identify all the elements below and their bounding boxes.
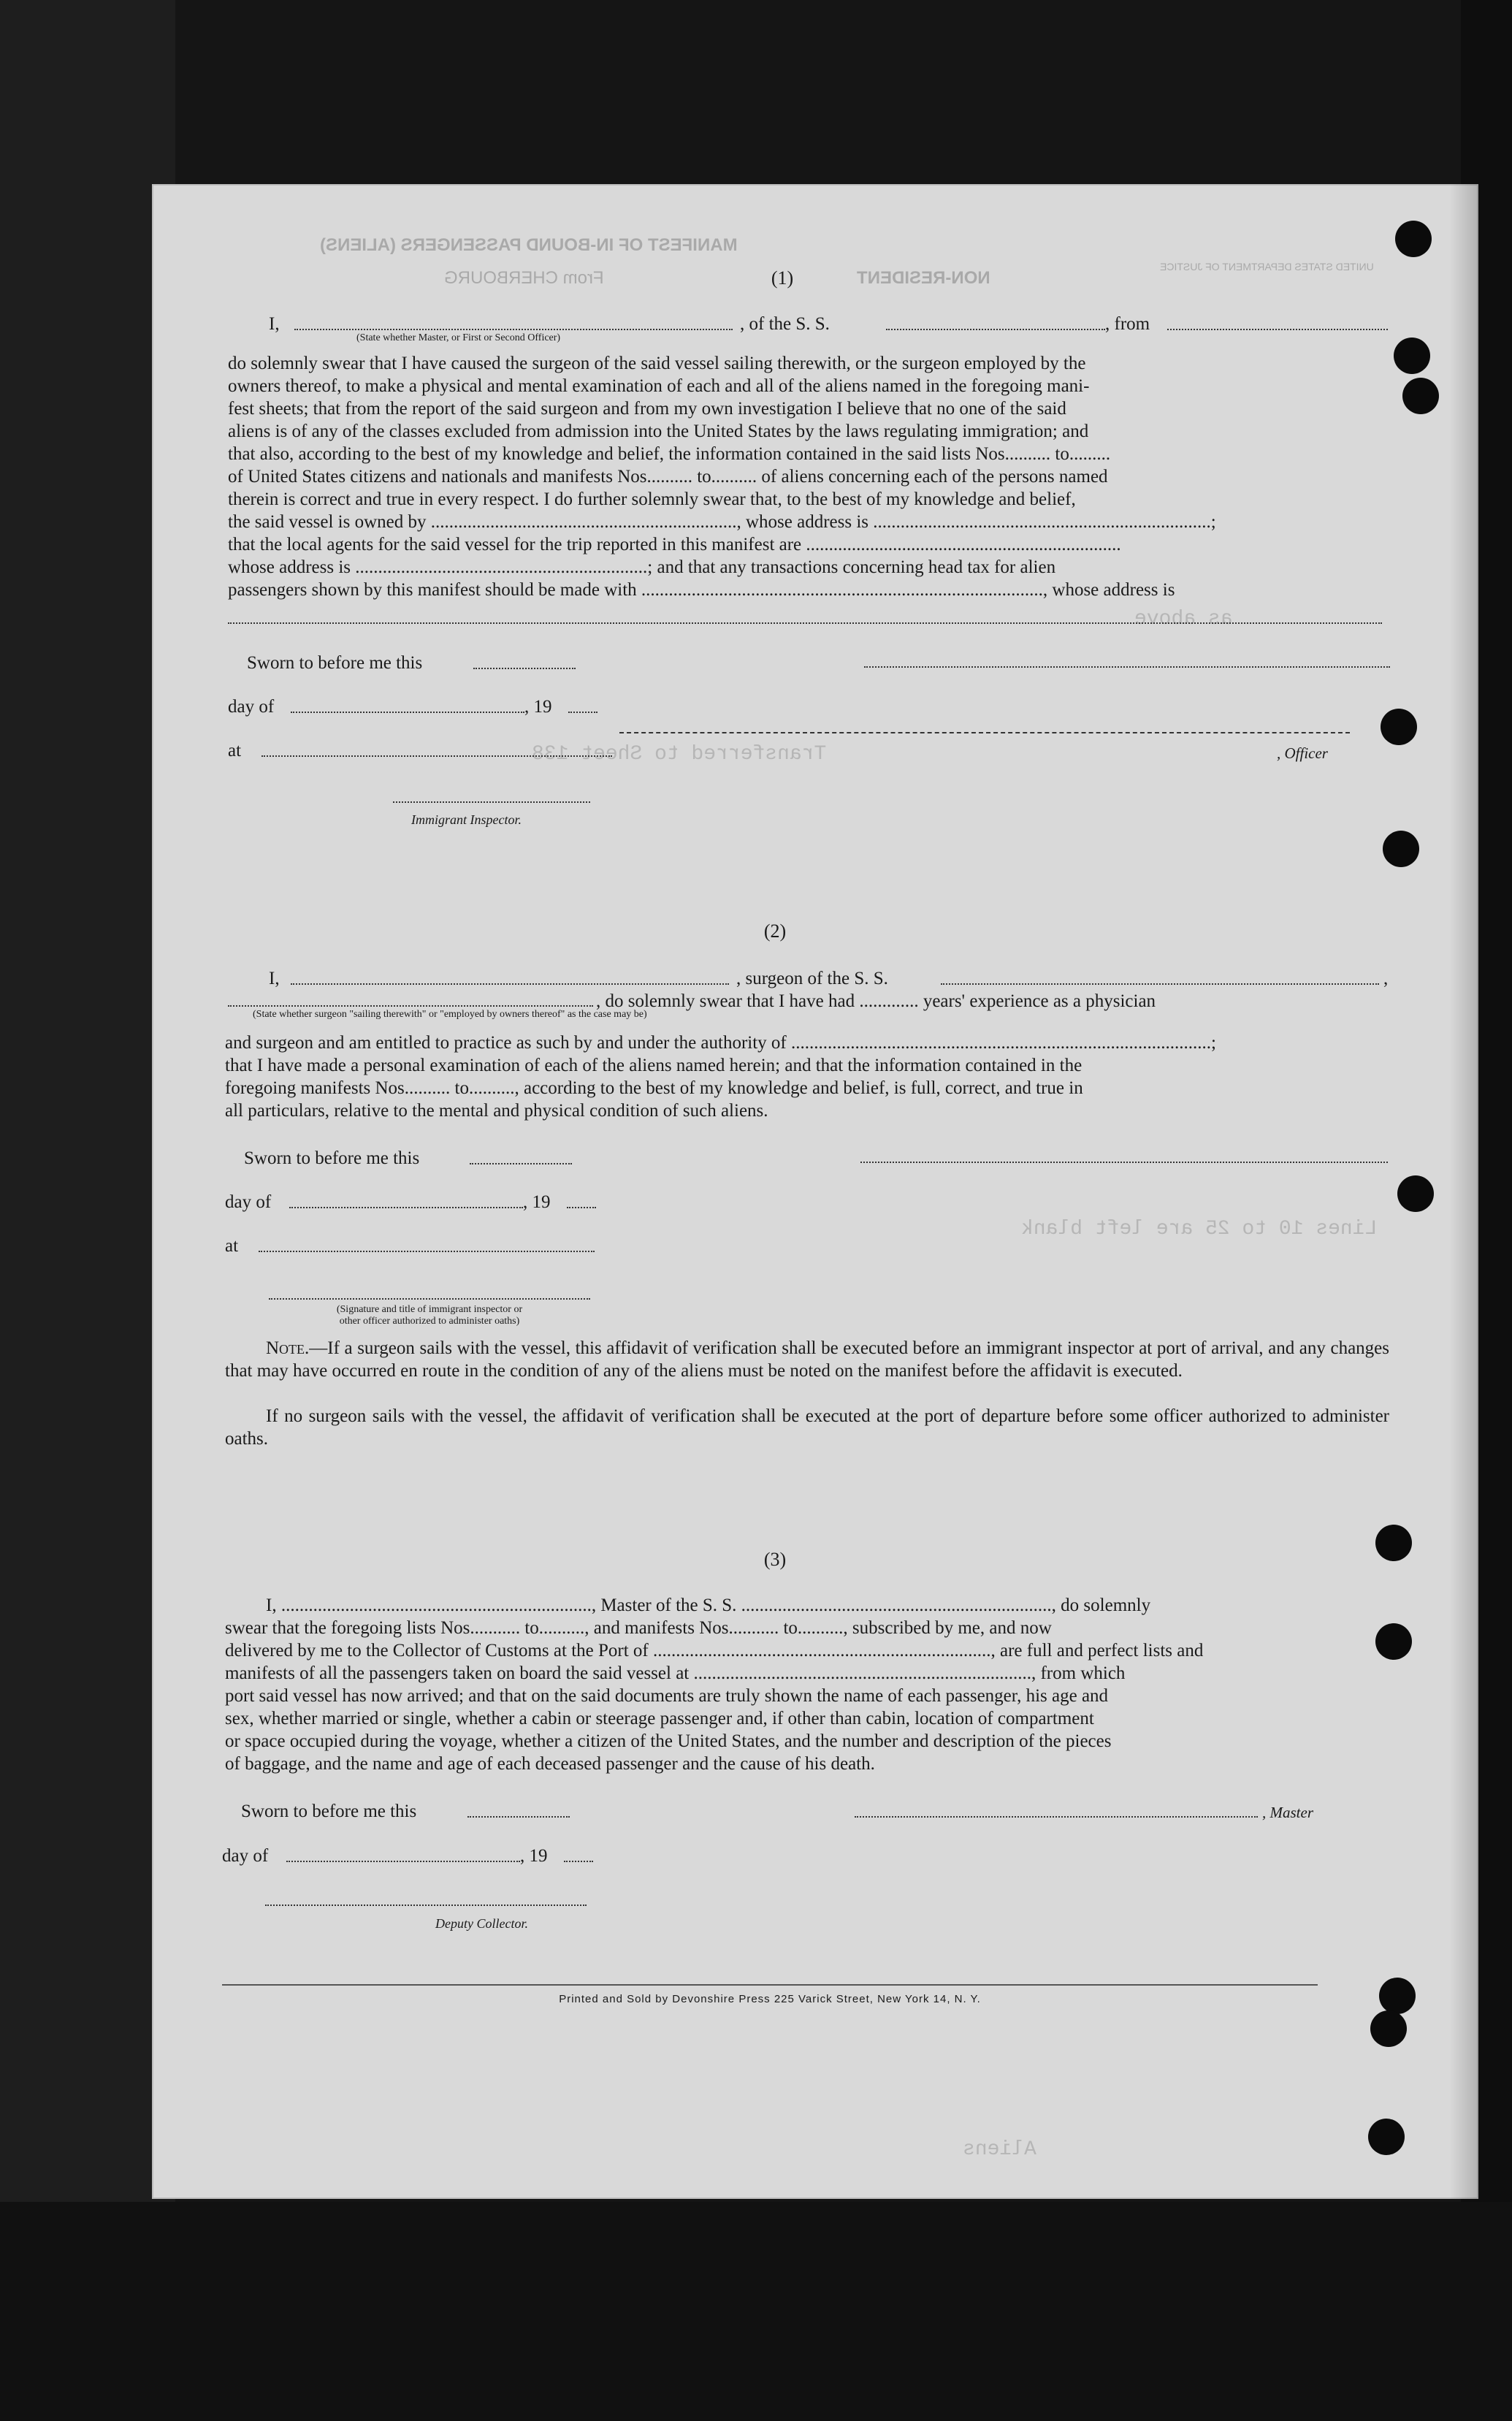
oath-line: that also, according to the best of my knowledge and belief, the information contained in the said lists Nos.......... to.........: [228, 444, 1111, 464]
section-1-i-label: I,: [269, 314, 280, 334]
oath-line: do solemnly swear that I have caused the surgeon of the said vessel sailing therewith, or the surgeon employed by the: [228, 354, 1086, 373]
signature-caption-line: (Signature and title of immigrant inspector or: [336, 1304, 523, 1315]
sworn-date-blank: [470, 1163, 572, 1164]
punch-hole: [1394, 338, 1430, 374]
day-blank: [289, 1207, 523, 1208]
document-sheet: [152, 184, 1478, 2199]
section-2-number: (2): [763, 920, 787, 942]
oath-line: and surgeon and am entitled to practice as such by and under the authority of ............................................................................................;: [225, 1033, 1216, 1053]
section-3-oath-text: [225, 1594, 1389, 1775]
oath-line: whose address is ................................................................; and that any transactions concerning head tax for alien: [228, 557, 1056, 577]
oath-line: port said vessel has now arrived; and that on the said documents are truly shown the name of each passenger, his age and: [225, 1686, 1109, 1706]
footer-rule: [222, 1984, 1318, 1986]
day-of-label: day of: [228, 697, 275, 717]
bleed-port: From CHERBOURG: [444, 268, 604, 288]
at-label: at: [228, 741, 242, 760]
oath-line: foregoing manifests Nos.......... to.........., according to the best of my knowledge and belief, is full, correct, and true in: [225, 1078, 1083, 1098]
oath-line: owners thereof, to make a physical and mental examination of each and all of the aliens named in the foregoing mani-: [228, 376, 1090, 396]
oath-line: sex, whether married or single, whether a cabin or steerage passenger and, if other than cabin, location of compartment: [225, 1709, 1094, 1728]
master-signature-blank: [855, 1816, 1258, 1818]
oath-line: delivered by me to the Collector of Customs at the Port of .........................................................................., are full and perfect lists and: [225, 1641, 1204, 1661]
bleed-as-above: as above: [1134, 608, 1233, 630]
punch-hole: [1383, 831, 1419, 867]
oath-line: fest sheets; that from the report of the said surgeon and from my own investigation I believe that no one of the said: [228, 399, 1066, 419]
section-1-oath-text: [228, 352, 1389, 601]
master-label: , Master: [1262, 1804, 1313, 1821]
inspector-signature-blank: [393, 801, 590, 803]
day-of-label: day of: [225, 1192, 272, 1212]
year-blank: [564, 1861, 593, 1862]
year-blank: [568, 712, 597, 713]
year-blank: [567, 1207, 596, 1208]
punch-hole: [1397, 1175, 1434, 1212]
sworn-label: Sworn to before me this: [244, 1148, 420, 1168]
oath-line: therein is correct and true in every respect. I do further solemnly swear that, to the best of my knowledge and belief,: [228, 489, 1076, 509]
sworn-date-blank: [467, 1816, 570, 1818]
oath-line: manifests of all the passengers taken on board the said vessel at .........................................................................., from which: [225, 1663, 1126, 1683]
officer-signature-blank: [619, 732, 1350, 733]
oath-line: of United States citizens and nationals and manifests Nos.......... to.......... of aliens concerning each of the persons named: [228, 467, 1108, 487]
year-label: , 19: [520, 1846, 548, 1866]
surgeon-name-blank: [291, 983, 729, 985]
ship-name-blank: [886, 329, 1105, 330]
note-paragraph-2: [225, 1405, 1389, 1450]
oath-line: the said vessel is owned by ..................................................................., whose address is ..........................................................................;: [228, 512, 1216, 532]
punch-hole: [1379, 1978, 1416, 2014]
surgeon-caption: (State whether surgeon "sailing therewith" or "employed by owners thereof" as the case may be): [253, 1009, 647, 1020]
bleed-title: MANIFEST OF IN-BOUND PASSENGERS (ALIENS): [320, 235, 738, 255]
signature-caption-line: other officer authorized to administer oaths): [339, 1316, 520, 1327]
punch-hole: [1381, 709, 1417, 745]
note-paragraph: [225, 1337, 1389, 1382]
inspector-label: Immigrant Inspector.: [411, 812, 522, 827]
oath-line: or space occupied during the voyage, whether a citizen of the United States, and the number and description of the pieces: [225, 1731, 1112, 1751]
section-1-number: (1): [771, 267, 794, 289]
oath-line: all particulars, relative to the mental and physical condition of such aliens.: [225, 1101, 768, 1121]
officer-signature-blank: [269, 1298, 590, 1300]
at-label: at: [225, 1236, 239, 1256]
master-name-blank: [294, 329, 733, 330]
bleed-transferred: Transferred to Sheet 138: [532, 743, 827, 766]
bleed-department: UNITED STATES DEPARTMENT OF JUSTICE: [1160, 261, 1374, 272]
sworn-date-blank: [473, 668, 576, 669]
scanner-backdrop-left: [0, 0, 175, 2421]
deputy-label: Deputy Collector.: [435, 1916, 528, 1931]
punch-hole: [1375, 1525, 1412, 1561]
officer-signature-blank-top: [864, 666, 1390, 668]
scanner-backdrop-bottom: [0, 2202, 1512, 2421]
from-port-blank: [1167, 329, 1388, 330]
printer-imprint: Printed and Sold by Devonshire Press 225 Varick Street, New York 14, N. Y.: [559, 1993, 981, 2005]
bleed-aliens: Aliens: [963, 2138, 1036, 2161]
surgeon-of-label: , surgeon of the S. S.: [736, 969, 888, 988]
oath-line: that I have made a personal examination of each of the aliens named herein; and that the information contained in the: [225, 1056, 1083, 1075]
sworn-label: Sworn to before me this: [247, 653, 423, 673]
note-text: —If a surgeon sails with the vessel, this affidavit of verification shall be executed before an immigrant inspector at port of arrival, and any changes that may have occurred en route in the condition of any of the aliens must be noted on the manifest before the affidavit is executed.: [225, 1338, 1389, 1381]
surgeon-ship-blank: [941, 983, 1379, 985]
day-blank: [291, 712, 524, 713]
master-caption: (State whether Master, or First or Second Officer): [356, 332, 561, 343]
surgeon-type-blank: [228, 1005, 593, 1007]
oath-line: that the local agents for the said vessel for the trip reported in this manifest are .....................................................................: [228, 535, 1121, 554]
sheet-edge-shadow: [1449, 184, 1478, 2199]
deputy-signature-blank: [265, 1905, 587, 1906]
year-label: , 19: [524, 697, 552, 717]
oath-line: of baggage, and the name and age of each deceased passenger and the cause of his death.: [225, 1754, 875, 1774]
section-2-oath-text: [225, 1032, 1389, 1122]
address-continuation-blank: [228, 622, 1382, 624]
punch-hole: [1395, 221, 1432, 257]
signature-caption: [269, 1304, 590, 1327]
oath-line: I, ...................................................................., Master of the S. S. ...................................................................., do solemnly: [266, 1595, 1151, 1615]
year-label: , 19: [523, 1192, 551, 1212]
note-text-2: If no surgeon sails with the vessel, the affidavit of verification shall be executed at the port of departure before some officer authorized to administer oaths.: [225, 1406, 1389, 1449]
officer-label: , Officer: [1277, 744, 1328, 762]
from-label: , from: [1105, 314, 1150, 334]
surgeon-swear-line: , do solemnly swear that I have had ............. years' experience as a physician: [596, 991, 1156, 1011]
sworn-label: Sworn to before me this: [241, 1802, 417, 1821]
note-label: Note.: [266, 1338, 310, 1358]
day-blank: [286, 1861, 520, 1862]
at-place-blank: [261, 755, 612, 757]
bleed-lines-blank: Lines 10 to 25 are left blank: [1021, 1218, 1378, 1240]
day-of-label: day of: [222, 1846, 269, 1866]
surgeon-signature-blank: [860, 1162, 1388, 1163]
of-ss-label: , of the S. S.: [740, 314, 830, 334]
comma: ,: [1383, 969, 1389, 988]
oath-line: swear that the foregoing lists Nos........... to.........., and manifests Nos........... to.........., subscribed by me, and now: [225, 1618, 1052, 1638]
punch-hole: [1368, 2119, 1405, 2155]
at-place-blank: [259, 1251, 595, 1252]
oath-line: aliens is of any of the classes excluded from admission into the United States by the laws regulating immigration; and: [228, 422, 1089, 441]
punch-hole: [1370, 2010, 1407, 2047]
section-2-i-label: I,: [269, 969, 280, 988]
bleed-stamp: NON-RESIDENT: [857, 268, 990, 288]
punch-hole: [1402, 378, 1439, 414]
oath-line: passengers shown by this manifest should be made with ........................................................................................, whose address is: [228, 580, 1175, 600]
section-3-number: (3): [763, 1549, 787, 1570]
